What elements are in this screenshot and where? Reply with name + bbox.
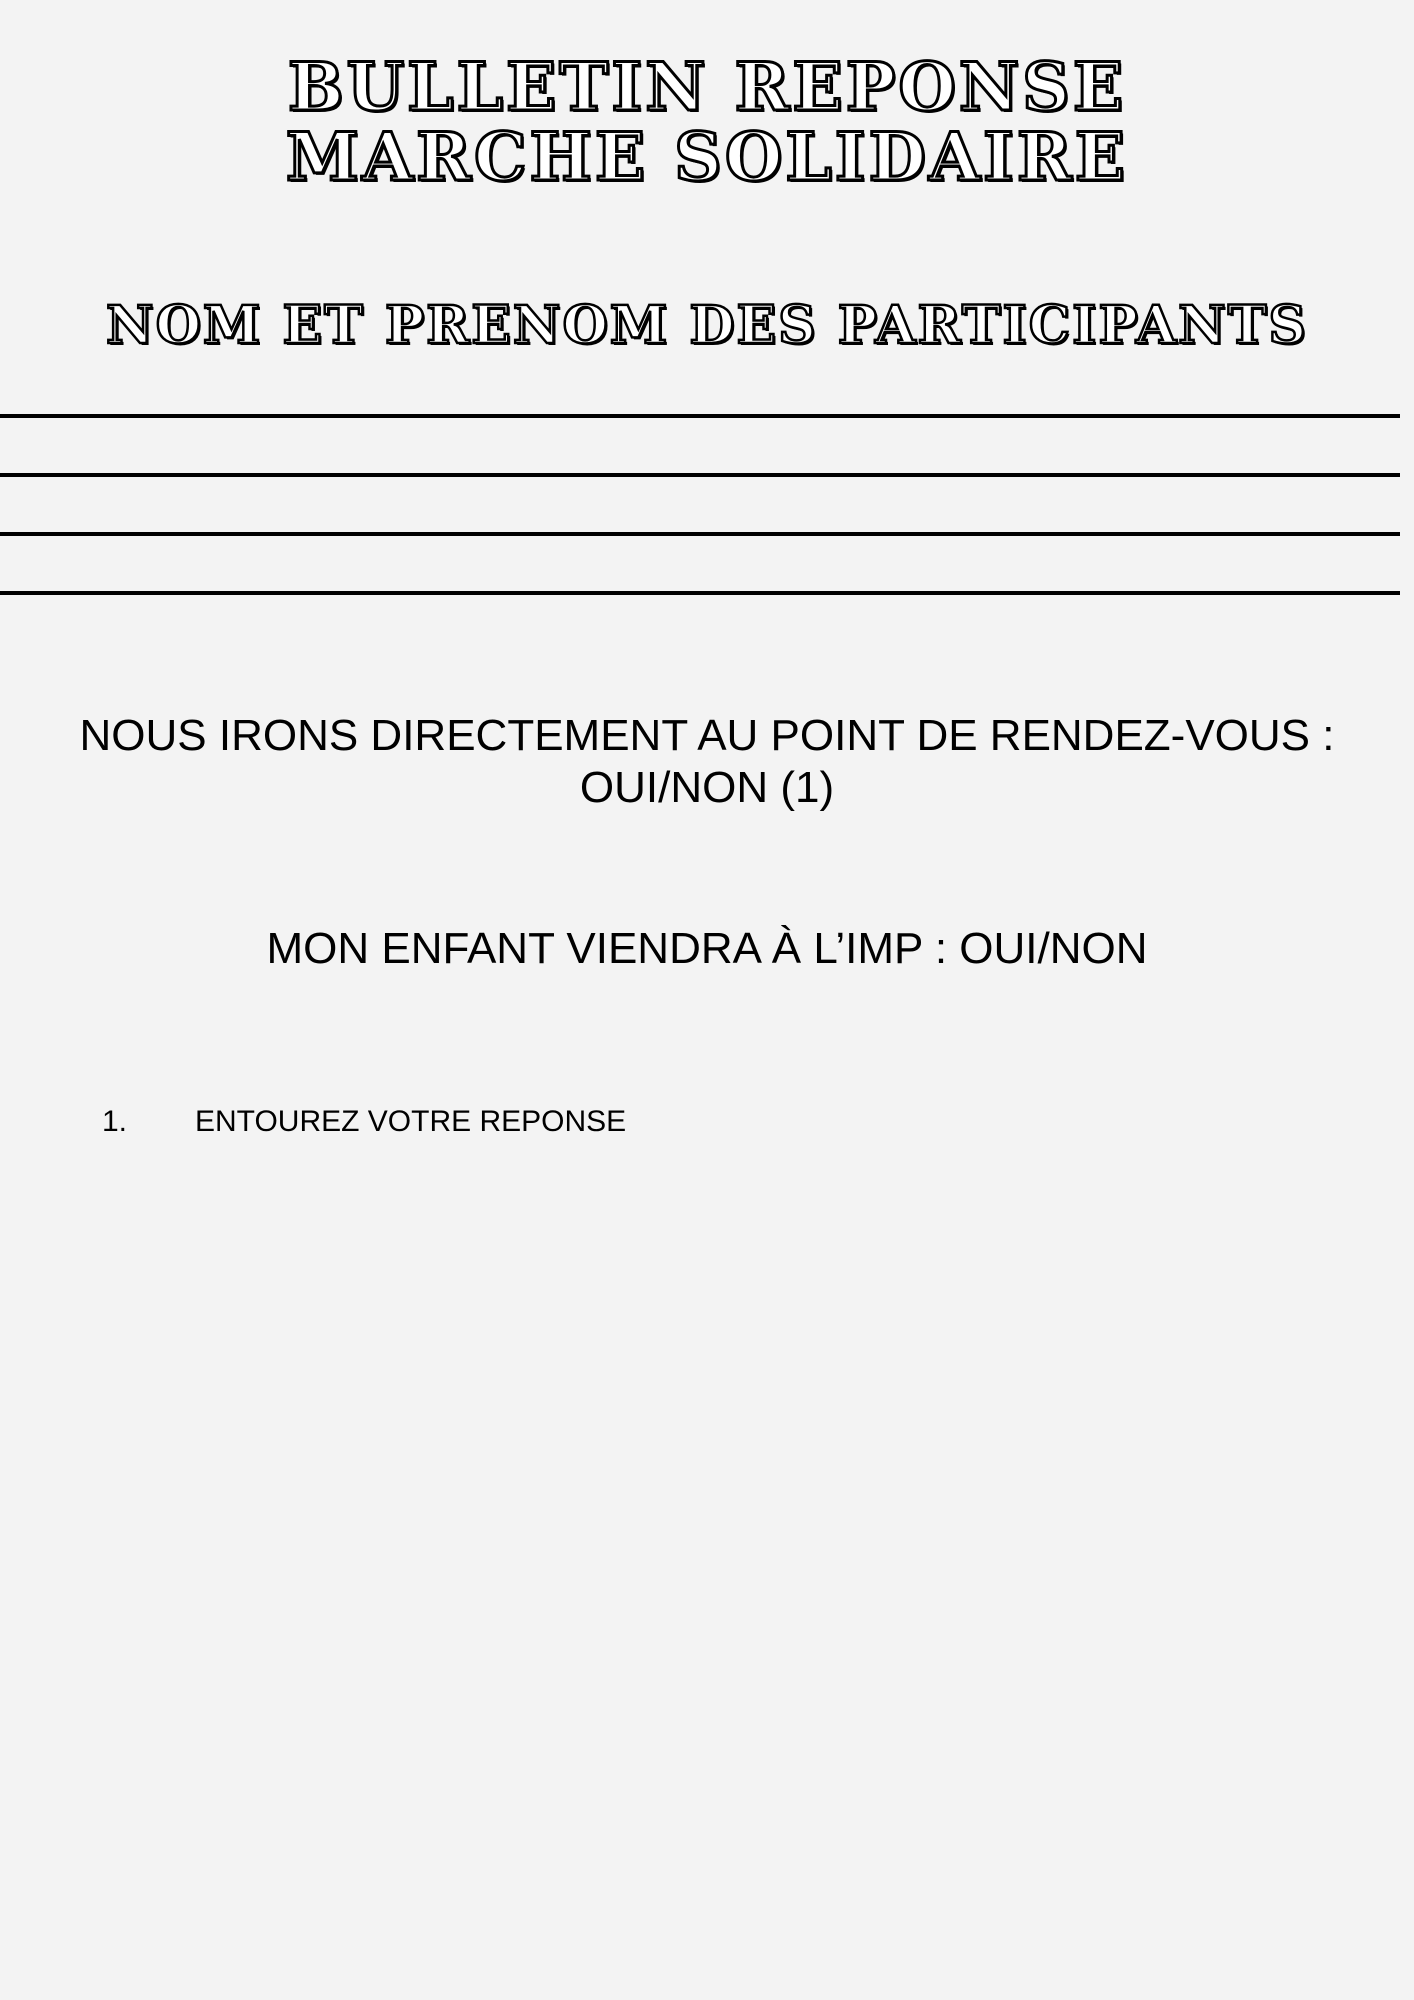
footnote-number: 1. <box>102 1105 128 1138</box>
participant-name-line-4 <box>0 591 1400 595</box>
form-title-line-1: BULLETIN REPONSE <box>287 48 1127 126</box>
participant-name-line-1 <box>0 414 1400 418</box>
child-attendance-question: MON ENFANT VIENDRA À L’IMP : OUI/NON <box>266 924 1148 973</box>
footnote-text: ENTOUREZ VOTRE REPONSE <box>195 1105 627 1138</box>
participant-name-line-3 <box>0 532 1400 536</box>
participant-name-line-2 <box>0 473 1400 477</box>
form-title-line-2: MARCHE SOLIDAIRE <box>285 118 1129 196</box>
meeting-point-question: NOUS IRONS DIRECTEMENT AU POINT DE RENDEZ-VOUS : <box>79 711 1335 760</box>
meeting-point-answer-options: OUI/NON (1) <box>579 763 835 812</box>
participants-heading: NOM ET PRENOM DES PARTICIPANTS <box>106 295 1308 356</box>
